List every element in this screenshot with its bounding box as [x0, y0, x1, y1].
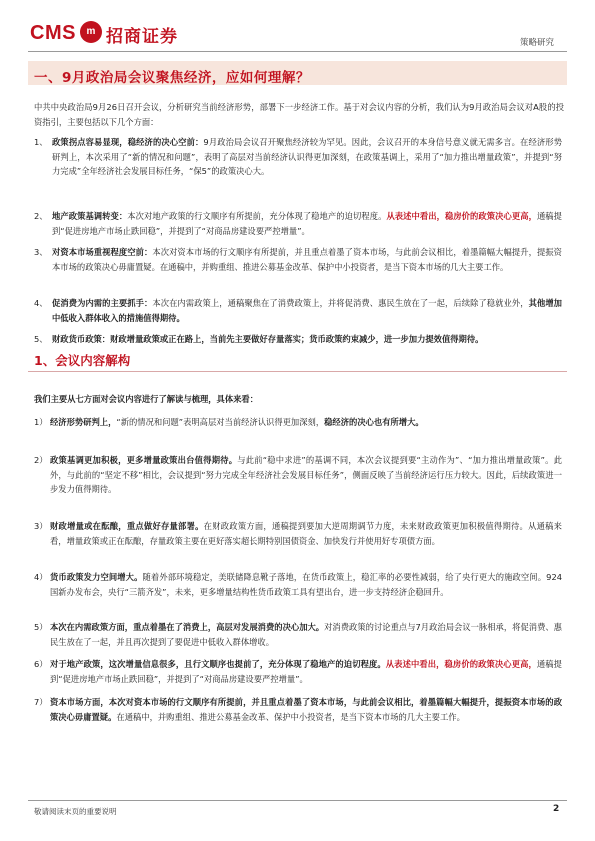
item-text	[52, 296, 562, 325]
logo-mark-icon: m	[80, 21, 102, 43]
item-lead: 经济形势研判上，	[50, 417, 117, 427]
subsection-divider	[28, 371, 567, 372]
item-lead: 财政货币政策：财政增量政策或正在路上，当前先主要做好存量落实；货币政策约束减少，进一步加力提效值得期待。	[52, 334, 484, 344]
item-number: 2）	[34, 455, 48, 465]
item-body: 在通稿中，并购重组、推进公募基金改革、保护中小投资者，是当下资本市场的几大主要工作。	[116, 711, 465, 722]
item-number: 5、	[34, 334, 48, 344]
item-text	[50, 415, 562, 430]
item-text	[50, 695, 562, 724]
item-body: 本次对资本市场的行文顺序有所提前，并且重点着墨了资本市场，与此前会议相比，着墨篇幅大幅提升，提振资本市场的政策决心毋庸置疑。在通稿中，并购重组、推进公募基金改革、保护中小投资者，是当下资本市场的几大主要工作。	[52, 247, 562, 272]
item-number: 1、	[34, 137, 48, 147]
item-body: 随着外部环境稳定，美联储降息靴子落地，在货币政策上，稳汇率的必要性减弱，给了央行更大的施政空间。924国新办发布会，央行“三箭齐发”，未来，更多增量结构性货币政策工具有望出台，进一步支持经济企稳回升。	[50, 572, 562, 597]
item-lead: 货币政策发力空间增大。	[50, 572, 143, 582]
item-text	[50, 453, 562, 497]
item-body: 9月政治局会议召开聚焦经济较为罕见。因此，会议召开的本身信号意义就无需多言。在经济形势研判上，本次采用了“新的情况和问题”，表明了高层对当前经济认识得更加深刻，在政策基调上，采用了“加力推出增量政策”，并提到“努力完成”全年经济社会发展目标任务，“保5”的政策决心大。	[52, 137, 562, 176]
item-number: 3）	[34, 521, 48, 531]
item-lead: 政策基调更加积极，更多增量政策出台值得期待。	[50, 455, 238, 465]
item-highlight: 从表述中看出，稳房价的政策决心更高，	[385, 659, 537, 669]
item-lead: 政策拐点容易显现，稳经济的决心空前：	[52, 137, 204, 147]
item-text	[52, 332, 562, 347]
item-body: 通稿提到“促进房地产市场止跌回稳”，并提到了“对商品房建设要严控增量”。	[50, 659, 562, 684]
item-lead: 财政增量或在酝酿，重点做好存量部署。	[50, 521, 204, 531]
logo-text-cn: 招商证券	[106, 27, 178, 47]
item-lead: 对资本市场重视程度空前：	[52, 247, 153, 257]
item-text	[52, 135, 562, 179]
item-number: 1）	[34, 417, 48, 427]
item-lead: 促消费为内需的主要抓手：	[52, 298, 153, 308]
subsection-title: 1、会议内容解构	[34, 353, 131, 368]
item-lead-2: 稳经济的决心也有所增大。	[324, 417, 424, 427]
item-text	[52, 209, 562, 238]
item-text	[50, 570, 562, 599]
item-body: 本次在内需政策上，通稿聚焦在了消费政策上，并将促消费、惠民生放在了一起，后续除了稳就业外，	[152, 298, 529, 308]
item-number: 4、	[34, 298, 48, 308]
footer-divider	[28, 800, 567, 801]
item-number: 4）	[34, 572, 48, 582]
item-number: 6）	[34, 659, 48, 669]
item-number: 5）	[34, 622, 48, 632]
section-intro: 中共中央政治局9月26日召开会议，分析研究当前经济形势，部署下一步经济工作。基于对会议内容的分析，我们认为9月政治局会议对A股的投资指引，主要包括以下几个方面：	[34, 102, 564, 127]
item-body: “新的情况和问题”表明高层对当前经济认识得更加深刻，	[116, 417, 325, 427]
item-body: 与此前“稳中求进”的基调不同，本次会议提到要“主动作为”、“加力推出增量政策”。此外，与此前的“坚定不移”相比，会议提到“努力完成全年经济社会发展目标任务”，侧面反映了当前经济运行压力较大。因此，后续政策进一步发力值得期待。	[50, 455, 562, 494]
item-number: 3、	[34, 247, 48, 257]
item-text	[50, 657, 562, 686]
item-highlight: 从表述中看出，稳房价的政策决心更高，	[386, 211, 537, 221]
item-body-2: 通稿提到“促进房地产市场止跌回稳”，并提到了“对商品房建设要严控增量”。	[52, 211, 562, 236]
item-body: 本次对地产政策的行文顺序有所提前，充分体现了稳地产的迫切程度。	[127, 211, 387, 221]
item-number: 7）	[34, 697, 48, 707]
item-text	[50, 519, 562, 548]
item-lead: 对于地产政策，这次增量信息很多，且行文顺序也提前了，充分体现了稳地产的迫切程度。	[50, 659, 386, 669]
item-text	[52, 245, 562, 274]
item-text	[50, 620, 562, 649]
report-category: 策略研究	[520, 38, 555, 48]
page-number: 2	[553, 804, 560, 814]
logo-text-cms: CMS	[30, 22, 76, 44]
item-number: 2、	[34, 211, 48, 221]
subsection-intro: 我们主要从七方面对会议内容进行了解读与梳理，具体来看：	[34, 394, 259, 404]
footer-disclaimer: 敬请阅读末页的重要说明	[34, 807, 117, 816]
item-lead: 资本市场方面，本次对资本市场的行文顺序有所提前，并且重点着墨了资本市场，与此前会议相比，着墨篇幅大幅提升，提振资本市场的政策决心毋庸置疑。	[50, 697, 562, 722]
item-body: 在财政政策方面，通稿提到要加大逆周期调节力度，未来财政政策更加积极值得期待。从通稿来看，增量政策或正在酝酿，存量政策主要在更好落实超长期特别国债资金、加快发行并使用好专项债方面。	[50, 521, 562, 546]
item-lead-2: 其他增加中低收入群体收入的措施值得期待。	[52, 298, 562, 323]
item-lead: 地产政策基调转变：	[52, 211, 128, 221]
section-title: 一、9月政治局会议聚焦经济，应如何理解？	[34, 70, 310, 86]
item-lead: 本次在内需政策方面，重点着墨在了消费上，高层对发展消费的决心加大。	[50, 622, 325, 632]
item-body: 对消费政策的讨论重点与7月政治局会议一脉相承，将促消费、惠民生放在了一起，并且再次提到了要促进中低收入群体增收。	[50, 622, 562, 647]
header-divider	[28, 51, 567, 52]
